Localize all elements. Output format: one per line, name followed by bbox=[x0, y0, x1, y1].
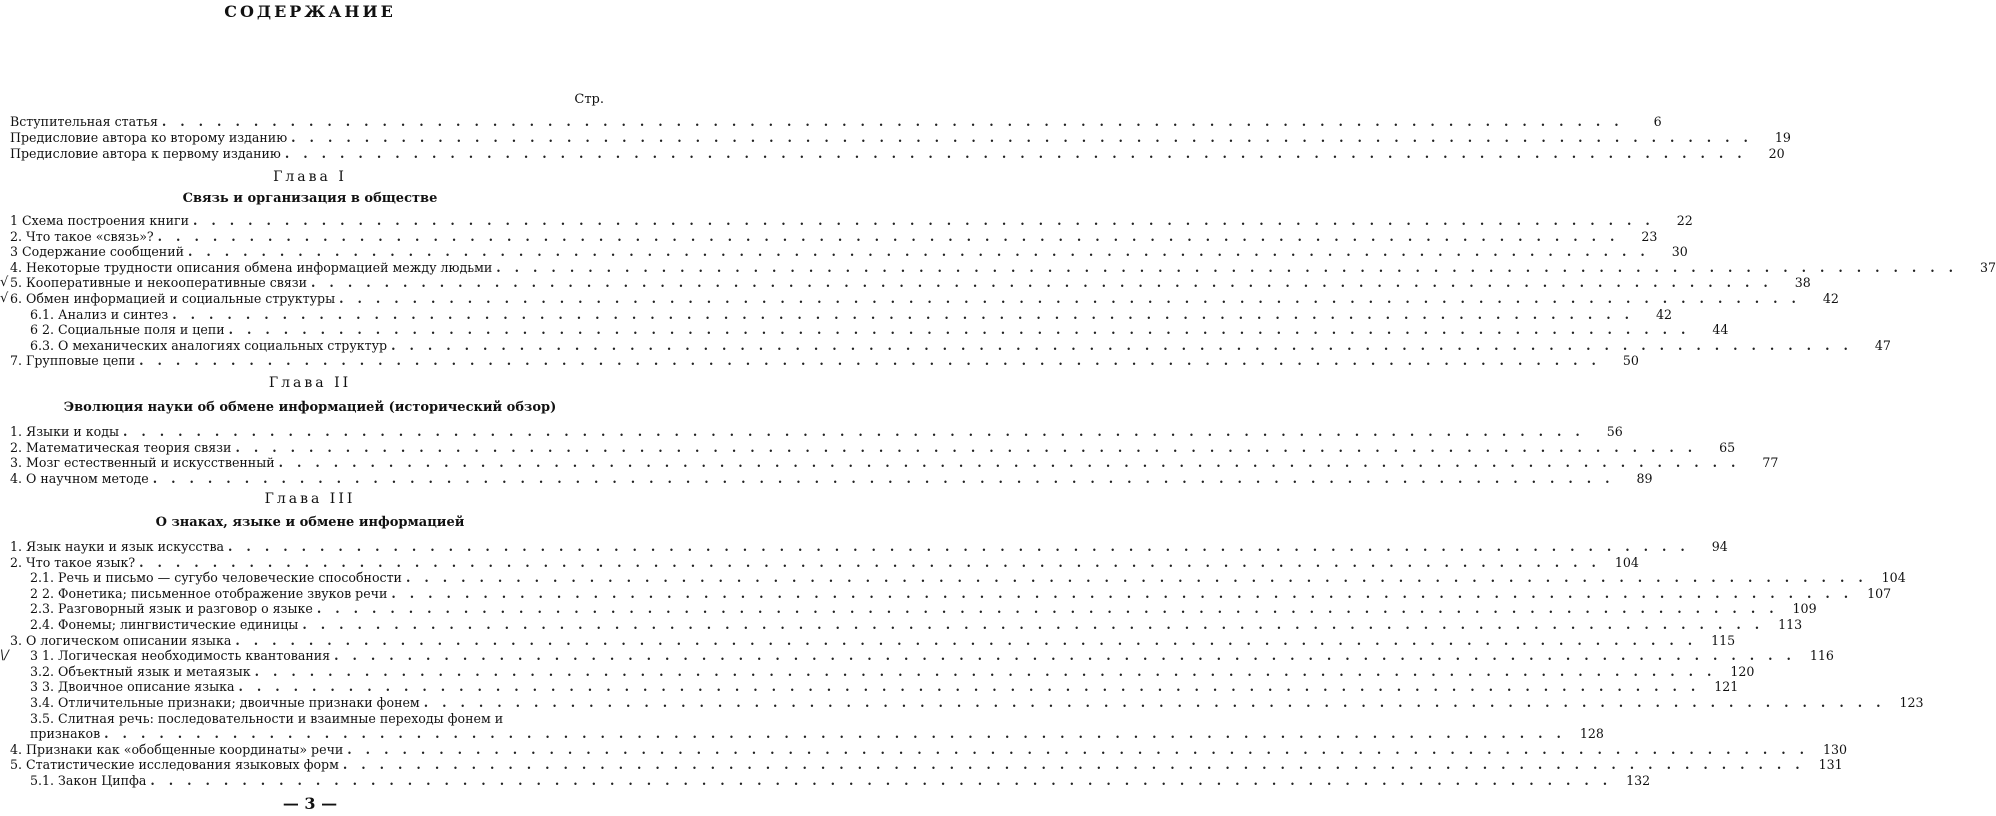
toc-entry-page: 104 bbox=[1881, 570, 1906, 586]
toc-entry bbox=[10, 259, 1996, 275]
toc-entry-title: 2. Что такое язык? bbox=[10, 554, 136, 570]
toc-entry-title: признаков bbox=[30, 726, 101, 742]
toc-entry bbox=[10, 213, 1693, 228]
toc-entry-title: 5. Статистические исследования языковых форм bbox=[10, 757, 339, 773]
toc-entry bbox=[10, 757, 1843, 773]
toc-entry bbox=[10, 322, 1729, 338]
dot-leader: ................................................................................ bbox=[139, 554, 1610, 570]
page-column-label: Стр. bbox=[574, 92, 604, 107]
toc-entry-page: 94 bbox=[1711, 539, 1728, 554]
chapter-title: О знаках, языке и обмене информацией bbox=[155, 515, 465, 530]
chapter-title: Связь и организация в обществе bbox=[182, 191, 438, 206]
toc-entry-title: 4. Признаки как «обобщенные координаты» речи bbox=[10, 741, 344, 757]
page-number: — 3 — bbox=[282, 794, 338, 813]
toc-entry bbox=[10, 585, 1892, 601]
toc-entry bbox=[10, 353, 1639, 369]
toc-entry-title: 5. Кооперативные и некооперативные связи bbox=[10, 275, 308, 291]
dot-leader: ................................................................................ bbox=[284, 146, 1756, 161]
toc-entry-title: 6.3. О механических аналогиях социальных структур bbox=[30, 337, 388, 353]
toc-entry-page: 116 bbox=[1809, 648, 1834, 664]
toc-entry-title: 1. Язык науки и язык искусства bbox=[10, 539, 225, 554]
dot-leader: ................................................................................ bbox=[238, 679, 1710, 695]
toc-entry-page: 130 bbox=[1823, 741, 1848, 757]
toc-entry-page: 65 bbox=[1719, 439, 1736, 455]
toc-entry-title: 2 2. Фонетика; письменное отображение звуков речи bbox=[30, 585, 388, 601]
toc-entry-wrapped bbox=[10, 711, 614, 726]
toc-entry-title: 1. Языки и коды bbox=[10, 424, 119, 439]
dot-leader: ................................................................................ bbox=[172, 306, 1644, 322]
dot-leader: ................................................................................ bbox=[228, 322, 1700, 338]
toc-entry-title: 2. Математическая теория связи bbox=[10, 439, 232, 455]
toc-entry-title: 6.1. Анализ и синтез bbox=[30, 306, 169, 322]
toc-entry-title: 4. О научном методе bbox=[10, 470, 149, 486]
toc-entry-title: 1 Схема построения книги bbox=[10, 213, 189, 228]
toc-entry-title: 6. Обмен информацией и социальные структуры bbox=[10, 291, 336, 306]
toc-entry-page: 104 bbox=[1614, 554, 1639, 570]
toc-entry-page: 37 bbox=[1980, 259, 1996, 275]
toc-entry bbox=[10, 726, 1604, 742]
dot-leader: ................................................................................ bbox=[228, 539, 1699, 554]
dot-leader: ................................................................................ bbox=[302, 617, 1774, 632]
toc-entry-page: 132 bbox=[1626, 773, 1651, 788]
toc-entry-page: 115 bbox=[1711, 632, 1736, 648]
toc-entry-title: 3. Мозг естественный и искусственный bbox=[10, 455, 275, 471]
toc-entry-title: Предисловие автора ко второму изданию bbox=[10, 130, 288, 145]
toc-entry-title: 3 Содержание сообщений bbox=[10, 244, 184, 260]
dot-leader: ................................................................................ bbox=[334, 648, 1805, 664]
toc-entry-title: 7. Групповые цепи bbox=[10, 353, 136, 369]
dot-leader: ................................................................................ bbox=[496, 259, 1968, 275]
toc-entry bbox=[10, 663, 1755, 679]
dot-leader: ................................................................................ bbox=[347, 741, 1819, 757]
toc-entry bbox=[10, 439, 1736, 455]
toc-entry-title: 3. О логическом описании языка bbox=[10, 632, 232, 648]
toc-entry-page: 42 bbox=[1656, 306, 1673, 322]
dot-leader: ................................................................................ bbox=[157, 228, 1629, 244]
toc-entry-page: 22 bbox=[1676, 213, 1693, 228]
dot-leader: ................................................................................ bbox=[316, 601, 1788, 617]
toc-entry-page: 121 bbox=[1714, 679, 1739, 695]
toc-entry bbox=[10, 601, 1817, 617]
toc-entry bbox=[10, 773, 1651, 788]
toc-entry-title: 4. Некоторые трудности описания обмена информацией между людьми bbox=[10, 259, 493, 275]
dot-leader: ................................................................................ bbox=[122, 424, 1594, 439]
toc-entry-page: 19 bbox=[1774, 130, 1791, 145]
dot-leader: ................................................................................ bbox=[150, 773, 1622, 788]
toc-entry-page: 30 bbox=[1671, 244, 1688, 260]
toc-entry bbox=[10, 455, 1779, 471]
handwritten-check-mark: √ bbox=[0, 275, 9, 291]
toc-entry bbox=[10, 275, 1811, 291]
dot-leader: ................................................................................ bbox=[391, 585, 1863, 601]
dot-leader: ................................................................................ bbox=[187, 244, 1659, 260]
toc-entry-page: 47 bbox=[1874, 337, 1891, 353]
toc-entry-page: 42 bbox=[1822, 291, 1839, 306]
toc-entry bbox=[10, 470, 1653, 486]
toc-entry-title: 2.1. Речь и письмо — сугубо человеческие способности bbox=[30, 570, 402, 586]
page-title: СОДЕРЖАНИЕ bbox=[224, 2, 396, 21]
toc-entry-title: 6 2. Социальные поля и цепи bbox=[30, 322, 225, 338]
dot-leader: ................................................................................ bbox=[235, 632, 1707, 648]
toc-entry-title: 3.5. Слитная речь: последовательности и взаимные переходы фонем и bbox=[30, 710, 504, 726]
dot-leader: ................................................................................ bbox=[391, 337, 1862, 353]
toc-entry-page: 20 bbox=[1768, 146, 1785, 161]
toc-entry-page: 89 bbox=[1636, 470, 1653, 486]
dot-leader: ................................................................................ bbox=[405, 570, 1877, 586]
dot-leader: ................................................................................ bbox=[104, 726, 1575, 742]
dot-leader: ................................................................................ bbox=[423, 695, 1895, 710]
toc-entry-page: 109 bbox=[1792, 601, 1817, 617]
toc-entry-page: 123 bbox=[1899, 695, 1924, 710]
chapter-label: Глава I bbox=[273, 169, 347, 185]
toc-entry bbox=[10, 228, 1658, 244]
toc-entry bbox=[10, 539, 1728, 554]
toc-entry bbox=[10, 554, 1639, 570]
toc-entry bbox=[10, 306, 1673, 322]
toc-entry bbox=[10, 570, 1906, 586]
toc-entry bbox=[10, 648, 1834, 664]
toc-entry-title: 2. Что такое «связь»? bbox=[10, 228, 154, 244]
toc-entry bbox=[10, 130, 1791, 145]
chapter-label: Глава II bbox=[268, 375, 352, 391]
toc-entry-title: 3 3. Двоичное описание языка bbox=[30, 679, 235, 695]
handwritten-check-mark: √ bbox=[0, 291, 9, 306]
dot-leader: ................................................................................ bbox=[339, 291, 1810, 306]
toc-entry bbox=[10, 741, 1848, 757]
toc-entry bbox=[10, 424, 1623, 439]
toc-entry bbox=[10, 146, 1785, 161]
toc-entry bbox=[10, 244, 1688, 260]
dot-leader: ................................................................................ bbox=[342, 757, 1814, 773]
toc-entry-title: 3.2. Объектный язык и метаязык bbox=[30, 663, 251, 679]
toc-entry-page: 120 bbox=[1730, 663, 1755, 679]
toc-entry-page: 38 bbox=[1794, 275, 1811, 291]
dot-leader: ................................................................................ bbox=[193, 213, 1664, 228]
toc-entry-title: 5.1. Закон Ципфа bbox=[30, 773, 147, 788]
toc-entry-page: 77 bbox=[1762, 455, 1779, 471]
toc-entry-page: 44 bbox=[1712, 322, 1729, 338]
toc-entry-title: 3.4. Отличительные признаки; двоичные признаки фонем bbox=[30, 695, 420, 710]
toc-entry-title: 2.4. Фонемы; лингвистические единицы bbox=[30, 617, 299, 632]
dot-leader: ................................................................................ bbox=[291, 130, 1762, 145]
dot-leader: ................................................................................ bbox=[235, 439, 1707, 455]
dot-leader: ................................................................................ bbox=[139, 353, 1610, 369]
chapter-title: Эволюция науки об обмене информацией (исторический обзор) bbox=[63, 400, 557, 415]
toc-entry-title: 3 1. Логическая необходимость квантования bbox=[30, 648, 331, 664]
dot-leader: ................................................................................ bbox=[254, 663, 1726, 679]
dot-leader: ................................................................................ bbox=[152, 470, 1624, 486]
dot-leader: ................................................................................ bbox=[278, 455, 1750, 471]
toc-entry bbox=[10, 337, 1891, 353]
toc-entry bbox=[10, 679, 1739, 695]
toc-entry-page: 131 bbox=[1818, 757, 1843, 773]
chapter-label: Глава III bbox=[264, 491, 356, 507]
toc-entry-title: Вступительная статья bbox=[10, 114, 158, 129]
toc-entry bbox=[10, 632, 1736, 648]
toc-entry bbox=[10, 617, 1803, 632]
toc-entry-page: 50 bbox=[1622, 353, 1639, 369]
toc-entry-page: 6 bbox=[1653, 114, 1662, 129]
toc-entry-title: Предисловие автора к первому изданию bbox=[10, 146, 281, 161]
toc-entry-page: 113 bbox=[1778, 617, 1803, 632]
toc-entry bbox=[10, 291, 1839, 306]
toc-entry bbox=[10, 114, 1662, 129]
handwritten-check-mark: \/ bbox=[0, 648, 9, 664]
toc-entry-title: 2.3. Разговорный язык и разговор о языке bbox=[30, 601, 313, 617]
toc-entry-page: 56 bbox=[1606, 424, 1623, 439]
dot-leader: ................................................................................ bbox=[161, 114, 1633, 129]
toc-entry-page: 107 bbox=[1867, 585, 1892, 601]
dot-leader: ................................................................................ bbox=[311, 275, 1782, 291]
toc-entry-page: 23 bbox=[1641, 228, 1658, 244]
toc-entry bbox=[10, 695, 1924, 710]
toc-entry-page: 128 bbox=[1579, 726, 1604, 742]
